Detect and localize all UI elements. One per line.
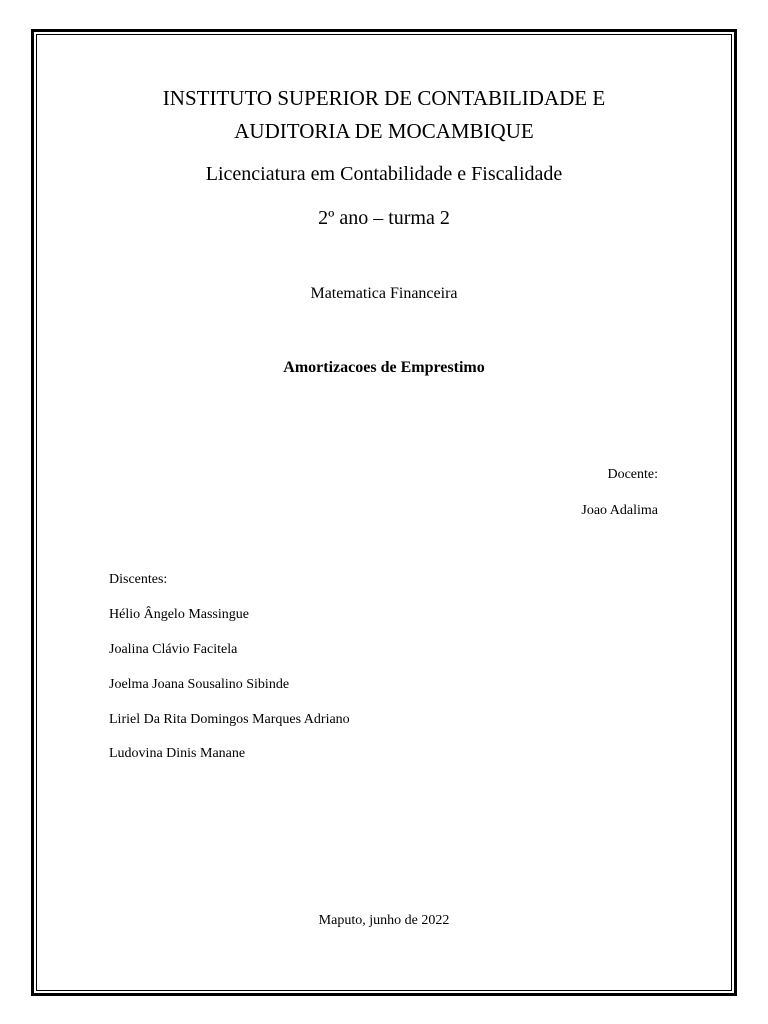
student-name: Liriel Da Rita Domingos Marques Adriano (109, 712, 350, 727)
course-name: Licenciatura em Contabilidade e Fiscalidade (205, 163, 563, 185)
teacher-label: Docente: (607, 467, 658, 482)
place-and-date: Maputo, junho de 2022 (318, 913, 450, 928)
teacher-name: Joao Adalima (581, 503, 658, 518)
topic-title: Amortizacoes de Emprestimo (283, 359, 485, 376)
student-name: Joelma Joana Sousalino Sibinde (109, 677, 290, 692)
student-name: Hélio Ângelo Massingue (109, 607, 249, 622)
subject-title: Matematica Financeira (310, 285, 458, 302)
students-label: Discentes: (109, 572, 168, 587)
year-class: 2º ano – turma 2 (318, 207, 450, 229)
institution-name-line-1: INSTITUTO SUPERIOR DE CONTABILIDADE E (162, 86, 606, 110)
institution-name-line-2: AUDITORIA DE MOCAMBIQUE (234, 119, 534, 143)
student-name: Ludovina Dinis Manane (109, 746, 246, 761)
student-name: Joalina Clávio Facitela (109, 642, 238, 657)
